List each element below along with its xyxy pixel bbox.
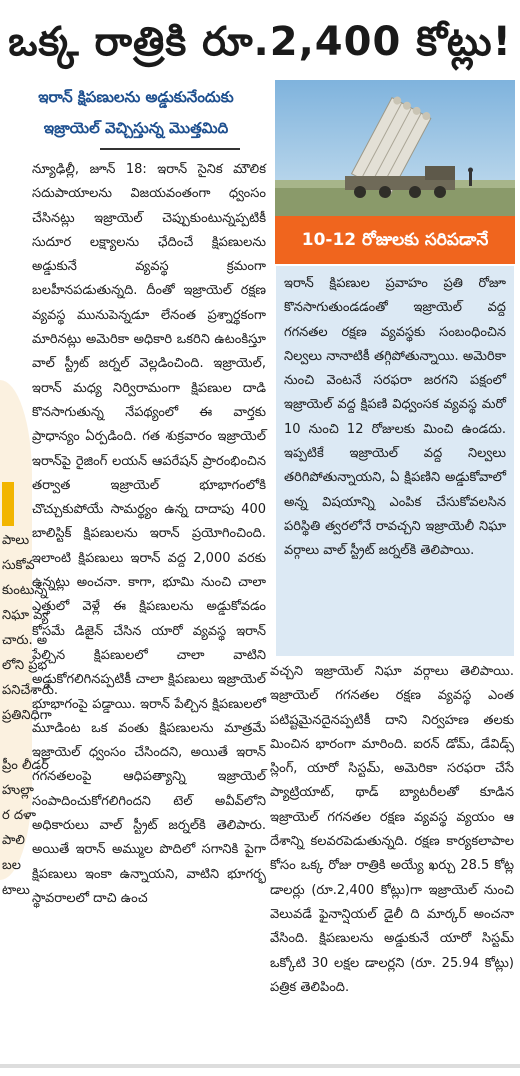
article-paragraph: న్యూఢిల్లీ, జూన్ 18: ఇరాన్ సైనిక మౌలిక సదుపాయాలను విజయవంతంగా ధ్వంసం చేసినట్లు ఇజ్రాయెల్ చెప్పుకుంటున్నప్పటికీ సుదూర లక్ష్యాలను ఛేదించే క్షిపణులను అడ్డుకునే వ్యవస్థ క్రమంగా బలహీనపడుతున్నది. దీంతో ఇజ్రాయెల్ రక్షణ వ్యవస్థ మునుపెన్నడూ లేనంత ప్రశ్నార్థకంగా మారినట్లు అమెరికా అధికారి ఒకరిని ఉటంకిస్తూ వాల్ స్ట్రీట్ జర్నల్ వెల్లడించింది. ఇజ్రాయెల్, ఇరాన్ మధ్య నిర్విరామంగా క్షిపణుల దాడి కొనసాగుతున్న నేపథ్యంలో ఈ వార్తకు ప్రాధాన్యం ఏర్పడింది. గత శుక్రవారం ఇజ్రాయెల్ ఇరాన్‌పై రైజింగ్ లయన్ ఆపరేషన్ ప్రారంభించిన తర్వాత ఇజ్రాయెల్ భూభాగంలోకి చొచ్చుకుపోయే సామర్థ్యం ఉన్న దాదాపు 400 బాలిస్టిక్ క్షిపణులను ఇరాన్ ప్రయోగించింది. ఇలాంటి క్షిపణులు ఇరాన్ వద్ద 2,000 వరకు ఉన్నట్లు అంచనా. కాగా, భూమి నుంచి చాలా ఎత్తులో వెళ్లే ఈ క్షిపణులను అడ్డుకోవడం కోసమే డిజైన్ చేసిన యారో వ్యవస్థ ఇరాన్ పేల్చిన క్షిపణులలో చాలా వాటిని అడ్డుకోగలిగినప్పటికీ చాలా క్షిపణులు ఇజ్రాయెల్ భూభాగంపై పడ్డాయి. ఇరాన్ పేల్చిన క్షిపణులలో మూడింట ఒక వంతు క్షిపణులను మాత్రమే ఇజ్రాయెల్ ధ్వంసం చేసిందని, అయితే ఇరాన్ గగనతలంపై ఆధిపత్యాన్ని ఇజ్రాయెల్ సంపాదించుకోగలిగిందని టెల్ అవీవ్‌లోని అధికారులు వాల్ స్ట్రీట్ జర్నల్‌కి తెలిపారు. అయితే ఇరాన్ అమ్ముల పొదిలో సగానికి పైగా క్షిపణులు ఇంకా ఉన్నాయని, వాటిని భూగర్భ స్థావరాలలో దాచి ఉంచ (32, 162, 266, 906)
article-body-continued (270, 660, 514, 1060)
adjacent-line: బల (2, 858, 21, 873)
adjacent-line: హుల్లా (2, 783, 34, 798)
adjacent-line: సుకోవ (2, 558, 35, 573)
sidebar-box (276, 266, 514, 656)
adjacent-line: పాలు (2, 533, 30, 548)
adjacent-line: నిఘా వ్య (2, 608, 49, 623)
page-headline: ఒక్క రాత్రికి రూ.2,400 కోట్లు! (8, 19, 512, 65)
adjacent-column-fragment (0, 380, 59, 898)
adjacent-line: పనిచేశారు. (2, 683, 59, 698)
subheadline (0, 82, 272, 144)
adjacent-line: ర దళా (2, 808, 36, 823)
subheadline-line-2: ఇజ్రాయెల్ వెచ్చిస్తున్న మొత్తమిది (43, 119, 229, 137)
article-paragraph-continued: వచ్చని ఇజ్రాయెల్ నిఘా వర్గాలు తెలిపాయి. ఇజ్రాయెల్ గగనతల రక్షణ వ్యవస్థ ఎంత పటిష్టమైనదైనప్పటికీ దాని నిర్వహణ తలకు మించిన భారంగా మారింది. ఐరన్ డోమ్, డేవిడ్స్ స్లింగ్, యారో సిస్టమ్, అమెరికా సరఫరా చేసే ప్యాట్రియాట్, థాడ్ బ్యాటరీలతో కూడిన ఇజ్రాయెల్ గగనతల రక్షణ వ్యవస్థ వ్యయం ఆ దేశాన్ని కలవరపెడుతున్నది. రక్షణ కార్యకలాపాల కోసం ఒక్క రోజు రాత్రికి అయ్యే ఖర్చు 28.5 కోట్ల డాలర్లు (రూ.2,400 కోట్లు)గా ఇజ్రాయెల్ నుంచి వెలువడే ఫైనాన్షియల్ డైలీ ది మార్కర్ అంచనా వేసింది. క్షిపణులను అడ్డుకునే యారో సిస్టమ్ ఒక్కోటి 30 లక్షల డాలర్లని (రూ. 25.94 కోట్లు) పత్రిక తెలిపింది. (270, 664, 514, 995)
adjacent-line: టాలు (2, 883, 30, 898)
adjacent-line: కుంటున్న (2, 583, 48, 598)
subheadline-line-1: ఇరాన్ క్షిపణులను అడ్డుకునేందుకు (38, 88, 234, 106)
adjacent-line: ప్రీం లీడర్ (2, 758, 49, 773)
subheadline-divider (100, 148, 240, 150)
adjacent-line: లోని ప్రభ (2, 658, 48, 673)
adjacent-line: పాలి (2, 833, 25, 848)
adjacent-line: చారు. అ (2, 633, 48, 648)
adjacent-line (2, 728, 32, 753)
article-body (32, 158, 266, 1062)
sidebar-paragraph: ఇరాన్ క్షిపణుల ప్రవాహం ప్రతి రోజూ కొనసాగుతుండడంతో ఇజ్రాయెల్ వద్ద గగనతల రక్షణ వ్యవస్థకు సంబంధించిన నిల్వలు నానాటికీ తగ్గిపోతున్నాయి. అమెరికా నుంచి వెంటనే సరఫరా జరగని పక్షంలో ఇజ్రాయెల్ వద్ద క్షిపణి విధ్వంసక వ్యవస్థ మరో 10 నుంచి 12 రోజులకు మించి ఉండదు. ఇప్పటికే ఇజ్రాయెల్ వద్ద నిల్వలు తరిగిపోతున్నాయని, ఏ క్షిపణిని అడ్డుకోవాలో అన్న విషయాన్ని ఎంపిక చేసుకోవలసిన పరిస్థితి త్వరలోనే రావచ్చని ఇజ్రాయెలీ నిఘా వర్గాలు వాల్ స్ట్రీట్ జర్నల్‌కి తెలిపాయి. (284, 276, 506, 559)
missile-launcher-photo (275, 80, 515, 216)
adjacent-column-accent (2, 482, 14, 526)
page-bottom-rule (0, 1064, 520, 1068)
adjacent-column-lines (2, 528, 59, 903)
adjacent-line: ప్రతినిధిగా (2, 708, 52, 723)
photo-caption: 10-12 రోజులకు సరిపడానే (275, 216, 515, 264)
